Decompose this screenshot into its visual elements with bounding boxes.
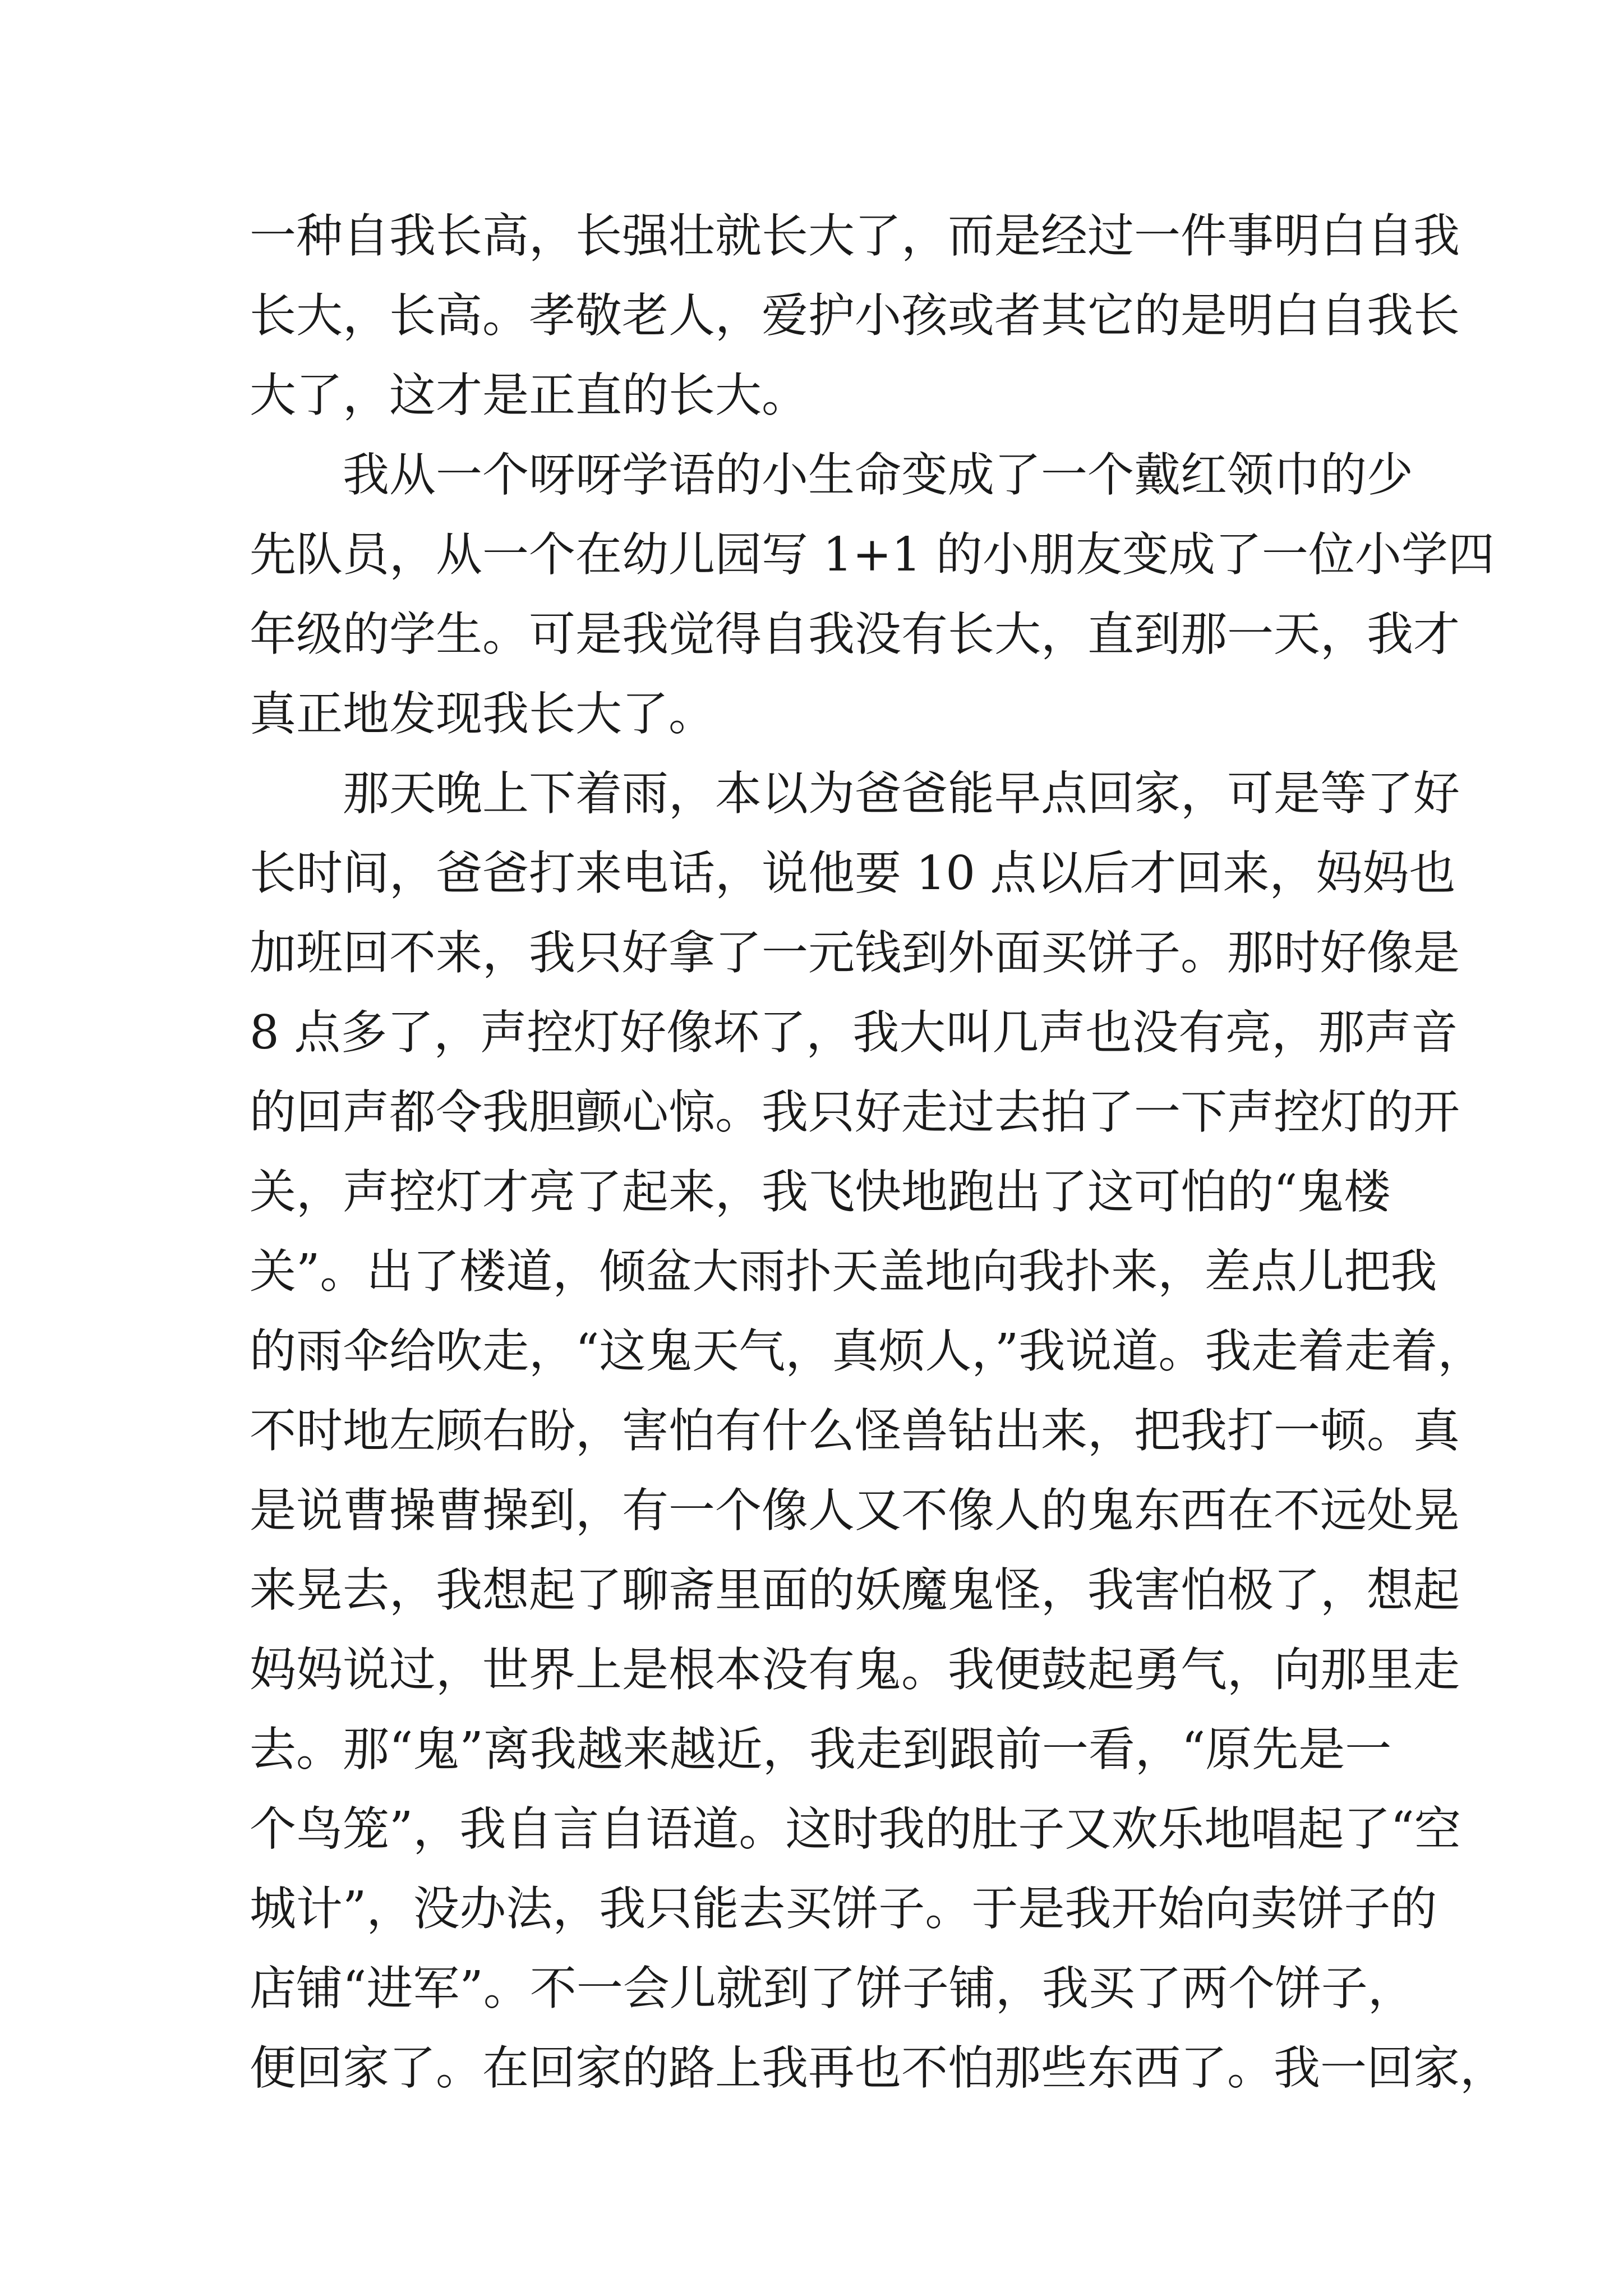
- text-line: 关，声控灯才亮了起来，我飞快地跑出了这可怕的“鬼楼: [250, 1165, 1391, 1219]
- text-line: 大了，这才是正直的长大。: [250, 368, 808, 422]
- text-line: 长大，长高。孝敬老人，爱护小孩或者其它的是明白自我长: [250, 288, 1460, 343]
- text-line: 不时地左顾右盼，害怕有什么怪兽钻出来，把我打一顿。真: [250, 1404, 1460, 1458]
- text-line: 去。那“鬼”离我越来越近，我走到跟前一看，“原先是一: [250, 1722, 1392, 1777]
- text-line: 城计”，没办法，我只能去买饼子。于是我开始向卖饼子的: [250, 1881, 1437, 1936]
- text-line: 的雨伞给吹走，“这鬼天气，真烦人，”我说道。我走着走着，: [250, 1324, 1484, 1378]
- text-line: 那天晚上下着雨，本以为爸爸能早点回家，可是等了好: [343, 766, 1460, 821]
- text-line: 我从一个呀呀学语的小生命变成了一个戴红领巾的少: [343, 448, 1413, 502]
- paragraph-3: [250, 754, 1506, 2108]
- body-text: [250, 196, 1506, 2108]
- text-line: 8 点多了，声控灯好像坏了，我大叫几声也没有亮，那声音: [250, 1005, 1458, 1060]
- paragraph-2: [250, 435, 1495, 754]
- paragraph-1: [250, 196, 1460, 435]
- text-line: 店铺“进军”。不一会儿就到了饼子铺，我买了两个饼子，: [250, 1961, 1414, 2016]
- text-line: 的回声都令我胆颤心惊。我只好走过去拍了一下声控灯的开: [250, 1085, 1460, 1139]
- text-line: 先队员，从一个在幼儿园写 1+1 的小朋友变成了一位小学四: [250, 527, 1495, 582]
- text-line: 来晃去，我想起了聊斋里面的妖魔鬼怪，我害怕极了，想起: [250, 1563, 1460, 1617]
- text-line: 加班回不来，我只好拿了一元钱到外面买饼子。那时好像是: [250, 926, 1460, 980]
- text-line: 个鸟笼”，我自言自语道。这时我的肚子又欢乐地唱起了“空: [250, 1802, 1461, 1856]
- text-line: 一种自我长高，长强壮就长大了，而是经过一件事明白自我: [250, 209, 1460, 263]
- text-line: 是说曹操曹操到，有一个像人又不像人的鬼东西在不远处晃: [250, 1483, 1460, 1538]
- text-line: 便回家了。在回家的路上我再也不怕那些东西了。我一回家，: [250, 2041, 1506, 2095]
- text-line: 妈妈说过，世界上是根本没有鬼。我便鼓起勇气，向那里走: [250, 1642, 1460, 1697]
- text-line: 年级的学生。可是我觉得自我没有长大，直到那一天，我才: [250, 607, 1460, 661]
- text-line: 关”。出了楼道，倾盆大雨扑天盖地向我扑来，差点儿把我: [250, 1244, 1437, 1299]
- text-line: 长时间，爸爸打来电话，说他要 10 点以后才回来，妈妈也: [250, 846, 1456, 900]
- text-line: 真正地发现我长大了。: [250, 687, 715, 741]
